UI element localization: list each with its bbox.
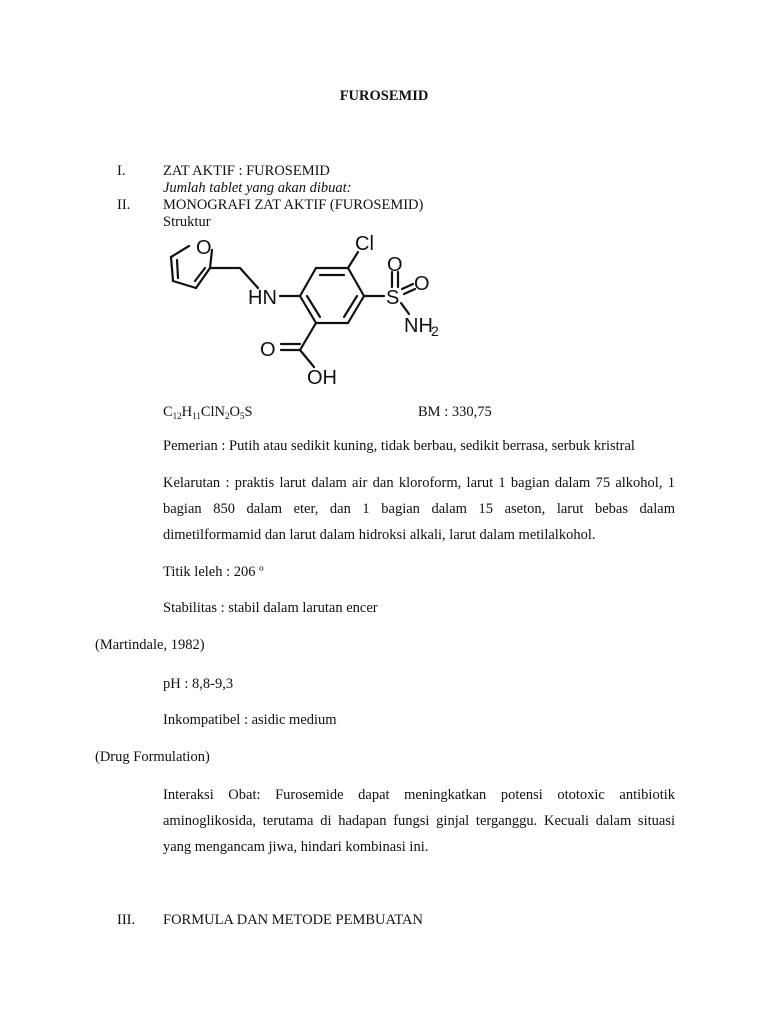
sulfonamide-subscript: 2 [431, 323, 439, 339]
furan-bond-c3-c4 [173, 281, 196, 288]
amine-label: HN [248, 287, 277, 309]
benzene-bond-6 [300, 296, 316, 323]
sulfonamide-label: NH [404, 315, 433, 337]
ph-text: pH : 8,8-9,3 [163, 676, 234, 692]
furosemide-structure-diagram [155, 228, 455, 388]
formula-element: C [163, 404, 173, 420]
chlorine-label: Cl [355, 233, 374, 255]
structure-label: Struktur [163, 214, 211, 230]
kelarutan-paragraph: Kelarutan : praktis larut dalam air dan kloroform, larut 1 bagian dalam 75 alkohol, 1 bagian 850 dalam eter, dan 1 bagian dalam 15 aseton, larut bebas dalam dimetilformamid dan larut dalam hidroksi alkali, larut dalam metilalkohol. [163, 475, 675, 543]
hydroxyl-bond [300, 350, 314, 367]
sulfonyl-o-top-label: O [387, 254, 403, 276]
molecular-weight: BM : 330,75 [418, 404, 492, 420]
benzene-bond-3 [348, 268, 364, 296]
furan-bond-c2-c3 [171, 257, 173, 281]
hydroxyl-label: OH [307, 367, 337, 388]
molecular-formula [163, 404, 253, 421]
tablet-count-line: Jumlah tablet yang akan dibuat: [163, 180, 352, 196]
section-heading-2: MONOGRAFI ZAT AKTIF (FUROSEMID) [163, 197, 424, 213]
section-numeral-1: I. [117, 163, 126, 179]
benzene-double-bond-3 [307, 296, 320, 317]
document-title: FUROSEMID [339, 88, 429, 104]
citation-martindale: (Martindale, 1982) [95, 637, 205, 653]
formula-element: ClN [200, 404, 225, 420]
carboxyl-bond [300, 323, 316, 350]
furan-oxygen-label: O [196, 237, 212, 259]
titik-leleh-text: Titik leleh : 206 º [163, 564, 264, 580]
formula-subscript: 11 [192, 411, 201, 421]
furan-bond-o-c2 [171, 246, 189, 257]
formula-subscript: 2 [225, 411, 230, 421]
carbonyl-oxygen-label: O [260, 339, 276, 361]
sulfur-label: S [386, 287, 400, 309]
formula-element: S [244, 404, 253, 420]
formula-element: H [181, 404, 193, 420]
sulfonyl-o-right-bond-a [402, 284, 413, 289]
section-numeral-2: II. [117, 197, 131, 213]
interaksi-paragraph: Interaksi Obat: Furosemide dapat meningkatkan potensi ototoxic antibiotik aminoglikosida, terutama di hadapan fungsi ginjal terganggu. Kecuali dalam situasi yang mengancam jiwa, hindari kombinasi ini. [163, 787, 675, 855]
sulfonyl-o-right-label: O [414, 273, 430, 295]
formula-subscript: 12 [172, 411, 182, 421]
section-numeral-3: III. [117, 912, 136, 928]
benzene-double-bond-2 [344, 296, 357, 317]
inkompatibel-text: Inkompatibel : asidic medium [163, 712, 337, 728]
formula-subscript: 5 [239, 411, 245, 421]
formula-element: O [229, 404, 240, 420]
benzene-bond-4 [348, 296, 364, 323]
sulfonamide-bond [401, 303, 409, 314]
stabilitas-text: Stabilitas : stabil dalam larutan encer [163, 600, 378, 616]
benzene-bond-1 [300, 268, 316, 296]
section-heading-3: FORMULA DAN METODE PEMBUATAN [163, 912, 423, 928]
section-heading-1: ZAT AKTIF : FUROSEMID [163, 163, 330, 179]
pemerian-text: Pemerian : Putih atau sedikit kuning, tidak berbau, sedikit berrasa, serbuk kristral [163, 438, 635, 454]
citation-drug-formulation: (Drug Formulation) [95, 749, 210, 765]
methylene-to-n-bond [240, 268, 258, 288]
furan-double-bond-inner [177, 260, 178, 278]
